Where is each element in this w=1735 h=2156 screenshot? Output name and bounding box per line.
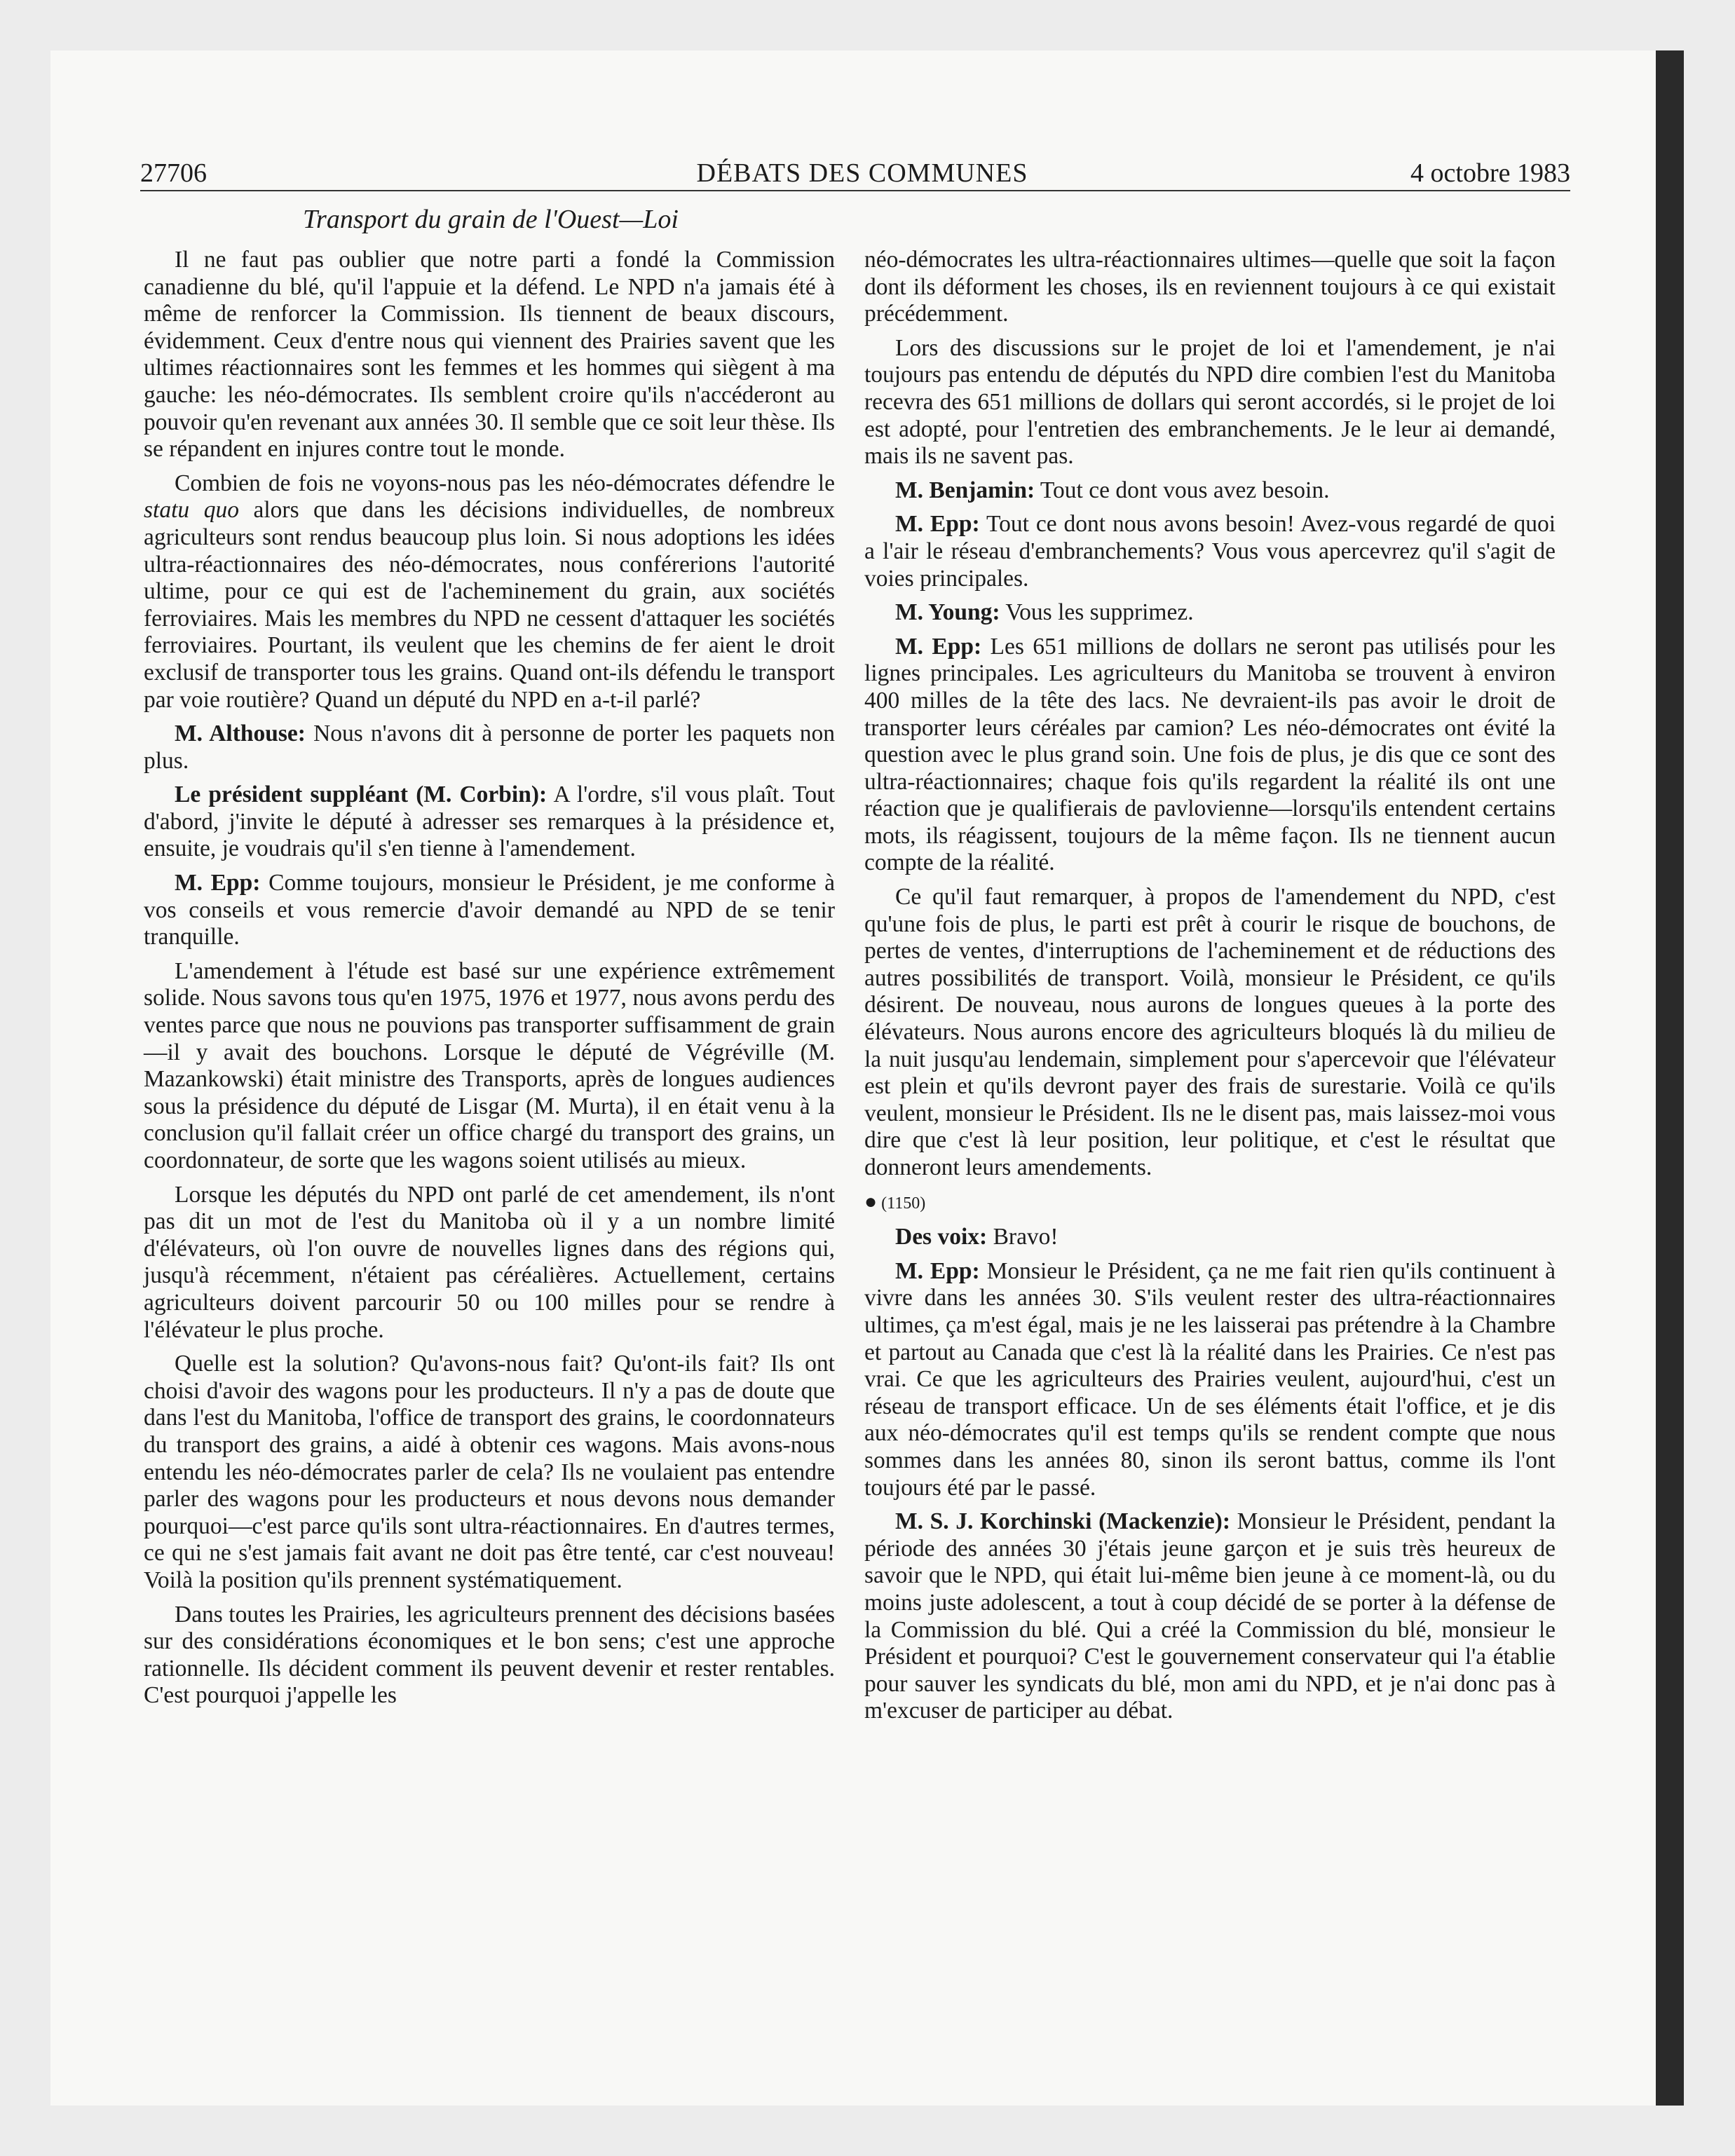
speaker: Le président suppléant [175,782,409,808]
binding-edge [1656,50,1684,2106]
speaker: M. Althouse: [175,721,306,747]
speaker: M. Young: [895,599,1000,626]
paragraph: Ce qu'il faut remarquer, à propos de l'amendement du NPD, c'est qu'une fois de plus, le parti est prêt à courir le risque de bouchons, de pertes de ventes, d'interruptions de l'acheminement et de réductions des autres possibilités de transport. Voilà, monsieur le Président, ce qu'ils désirent. De nouveau, nous aurons de longues queues à la porte des élévateurs. Nous aurons encore des agriculteurs bloqués là du milieu de la nuit jusqu'au lendemain, simplement pour s'apercevoir que l'élévateur est plein et qu'ils devront payer des frais de surestarie. Voilà ce qu'ils veulent, monsieur le Président. Ils ne le disent pas, mais laissez-moi vous dire que c'est là leur position, leur politique, et c'est le résultat que donneront leurs amendements. [864,884,1556,1180]
speaker: M. Benjamin: [895,477,1035,503]
publication-title: DÉBATS DES COMMUNES [696,158,1028,188]
speaker: Des voix: [895,1224,988,1250]
header-rule [140,190,1570,191]
speech: Le président suppléant (M. Corbin): A l'ordre, s'il vous plaît. Tout d'abord, j'invite le député à adresser ses remarques à la présidence et, ensuite, je voudrais qu'il s'en tienne à l'amendement. [144,782,836,862]
paragraph: Il ne faut pas oublier que notre parti a fondé la Commission canadienne du blé, qu'il l'appuie et la défend. Le NPD n'a jamais été à même de renforcer la Commission. Ils tiennent de beaux discours, évidemment. Ceux d'entre nous qui viennent des Prairies savent que les ultimes réactionnaires sont les femmes et les hommes qui siègent à ma gauche: les néo-démocrates. Ils semblent croire qu'ils n'accéderont au pouvoir qu'en revenant aux années 30. Il semble que ce soit leur thèse. Ils se répandent en injures contre tout le monde. [144,247,835,463]
speech: M. Epp: Monsieur le Président, ça ne me fait rien qu'ils continuent à vivre dans les années 30. S'ils veulent rester des ultra-réactionnaires ultimes, ça m'est égal, mais je ne les laisserai pas prétendre à la Chambre et partout au Canada que c'est là la réalité dans les Prairies. Ce n'est pas vrai. Ce que les agriculteurs des Prairies veulent, aujourd'hui, c'est un réseau de transport efficace. Un de ses éléments était l'office, et je dis aux néo-démocrates qu'il est temps qu'ils se rendent compte que nous sommes dans les années 80, sinon ils seront battus, comme ils l'ont toujours été par le passé. [864,1257,1556,1501]
speech: M. Epp: Les 651 millions de dollars ne seront pas utilisés pour les lignes principales. Les agriculteurs du Manitoba se trouvent à environ 400 milles de la tête des lacs. Ne devraient-ils pas avoir le droit de transporter leurs céréales par camion? Les néo-démocrates ont évité la question avec le plus grand soin. Une fois de plus, je dis que ce sont des ultra-réactionnaires; chaque fois qu'ils regardent la réalité ils ont une réaction que je qualifierais de pavlovienne—lorsqu'ils entendent certains mots, ils réagissent, toujours de la même façon. Ils ne tiennent aucun compte de la réalité. [864,633,1556,876]
speech: Des voix: Bravo! [895,1224,1059,1250]
speech: M. Benjamin: Tout ce dont vous avez besoin. [895,477,1330,503]
paragraph: Combien de fois ne voyons-nous pas les néo-démocrates défendre le statu quo alors que dans les décisions individuelles, de nombreux agriculteurs sont rendus beaucoup plus loin. Si nous adoptions les idées ultra-réactionnaires des néo-démocrates, nous conférerions l'autorité ultime, pour ce qui est de l'acheminement du grain, aux sociétés ferroviaires. Mais les membres du NPD ne cessent d'attaquer les sociétés ferroviaires. Pourtant, ils veulent que les chemins de fer aient le droit exclusif de transporter tous les grains. Quand ont-ils défendu le transport par voie routière? Quand un député du NPD en a-t-il parlé? [144,470,835,713]
bullet-icon: ● [864,1189,878,1213]
page-number: 27706 [140,158,207,188]
speech: M. S. J. Korchinski (Mackenzie): Monsieur le Président, pendant la période des années 30 j'étais jeune garçon et je suis très heureux de savoir que le NPD, qui était lui-même bien jeune à ce moment-là, ou du moins juste adolescent, a tout à coup décidé de se porter à la défense de la Commission du blé. Qui a créé la Commission du blé, monsieur le Président et pourquoi? C'est le gouvernement conservateur qui l'a établie pour sauver les syndicats du blé, mon ami du NPD, et je n'ai donc pas à m'excuser de participer au débat. [864,1508,1556,1724]
latin-phrase: statu quo [144,497,239,524]
speaker: M. Epp: [895,633,982,660]
right-column [864,247,1556,1732]
paragraph: Lorsque les députés du NPD ont parlé de cet amendement, ils n'ont pas dit un mot de l'est du Manitoba où il y a un nombre limité d'élévateurs, où l'on ouvre de nouvelles lignes dans des régions qui, jusqu'à récemment, n'étaient pas céréalières. Actuellement, certains agriculteurs doivent parcourir 50 ou 100 milles pour se rendre à l'élévateur le plus proche. [144,1181,835,1343]
speech: M. Epp: Comme toujours, monsieur le Président, je me conforme à vos conseils et vous remercie d'avoir demandé au NPD de se tenir tranquille. [144,870,836,950]
subject-heading: Transport du grain de l'Ouest—Loi [303,205,679,234]
speaker: M. Epp: [895,511,980,538]
speaker: M. S. J. Korchinski (Mackenzie): [895,1508,1230,1535]
paragraph: Lors des discussions sur le projet de loi et l'amendement, je n'ai toujours pas entendu de députés du NPD dire combien l'est du Manitoba recevra des 651 millions de dollars qui seront accordés, si le projet de loi est adopté, pour l'entretien des embranchements. Je le leur ai demandé, mais ils ne savent pas. [864,334,1556,470]
speech: M. Epp: Tout ce dont nous avons besoin! Avez-vous regardé de quoi a l'air le réseau d'embranchements? Vous vous apercevrez qu'il s'agit de voies principales. [864,511,1556,592]
speech: M. Young: Vous les supprimez. [895,599,1194,626]
paragraph: L'amendement à l'étude est basé sur une expérience extrêmement solide. Nous savons tous qu'en 1975, 1976 et 1977, nous avons perdu des ventes parce que nous ne pouvions pas transporter suffisamment de grain—il y avait des bouchons. Lorsque le député de Végréville (M. Mazankowski) était ministre des Transports, après de longues audiences sous la présidence du député de Lisgar (M. Murta), il en était venu à la conclusion qu'il fallait créer un office chargé du transport des grains, un coordonnateur, de sorte que les wagons soient utilisés au mieux. [144,957,835,1173]
paragraph: néo-démocrates les ultra-réactionnaires ultimes—quelle que soit la façon dont ils déforment les choses, ils en reviennent toujours à ce qui existait précédemment. [864,247,1556,327]
left-column [144,247,835,1717]
speaker: M. Epp: [895,1257,980,1284]
paragraph: Dans toutes les Prairies, les agriculteurs prennent des décisions basées sur des considérations économiques et le bon sens; c'est une approche rationnelle. Ils décident comment ils peuvent devenir et rester rentables. C'est pourquoi j'appelle les [144,1601,835,1709]
speech: M. Althouse: Nous n'avons dit à personne de porter les paquets non plus. [144,721,836,774]
sitting-date: 4 octobre 1983 [1410,158,1570,188]
speaker: M. Epp: [175,870,261,896]
paragraph: Quelle est la solution? Qu'avons-nous fait? Qu'ont-ils fait? Ils ont choisi d'avoir des wagons pour les producteurs. Il n'y a pas de doute que dans l'est du Manitoba, l'office de transport des grains, le coordonnateurs du transport des grains, a aidé à obtenir ces wagons. Mais avons-nous entendu les néo-démocrates parler de cela? Ils ne voulaient pas entendre parler des wagons pour les producteurs et nous devons nous demander pourquoi—c'est parce qu'ils sont ultra-réactionnaires. En d'autres termes, ce qui ne s'est jamais fait avant ne doit pas être tenté, car c'est nouveau! Voilà la position qu'ils prennent systématiquement. [144,1351,835,1593]
time-marker: ● (1150) [864,1189,926,1213]
